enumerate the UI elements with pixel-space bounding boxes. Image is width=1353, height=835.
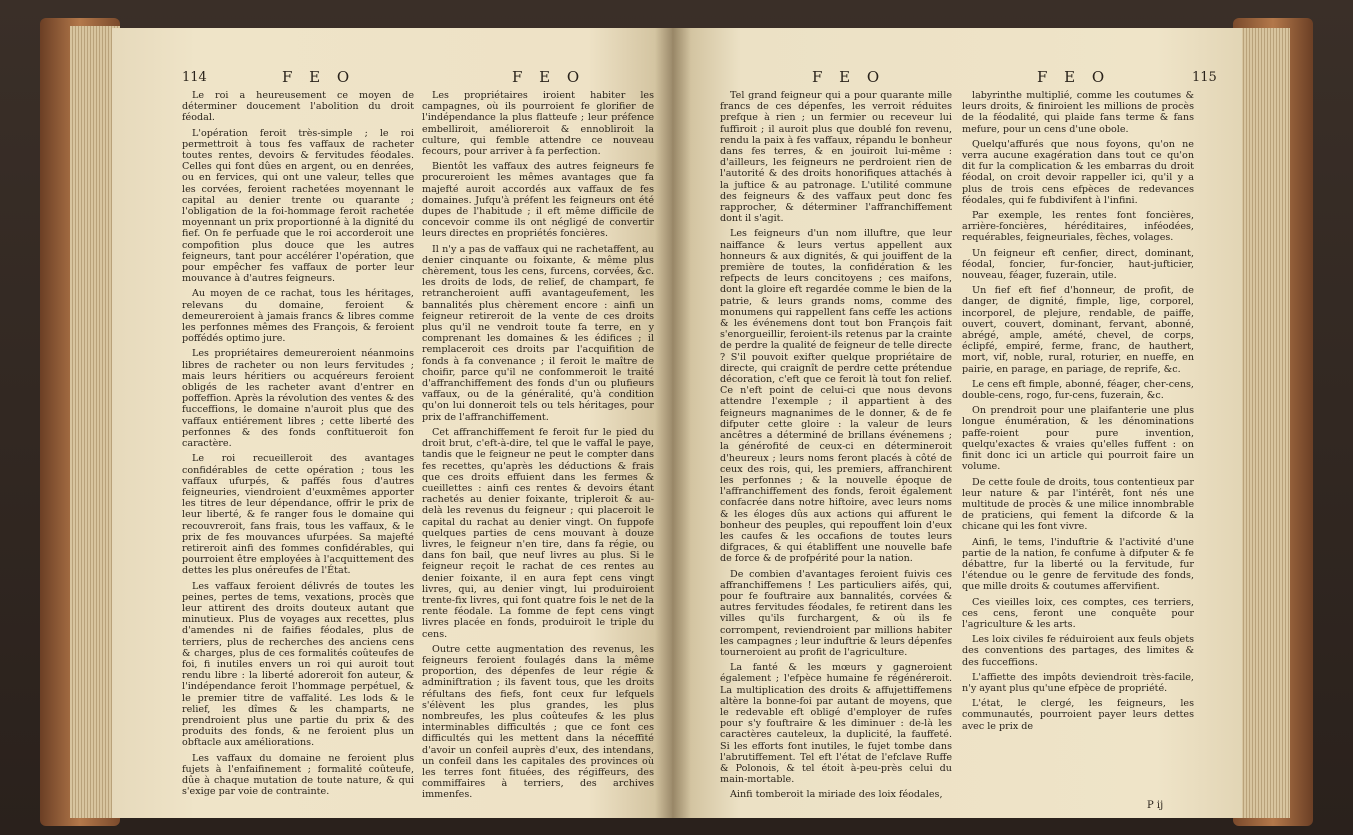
paragraph: Un fief eft fief d'honneur, de profit, de danger, de dignité, fimple, lige, corporel, incorporel, de plejure, rendable, de paiffe, ouvert, couvert, dominant, fervant, abonné, abrégé, ample, amété, chevel, de corps, éclipfé, empiré, ferme, franc, de hauthert, mort, vif, noble, rural, roturier, en nueffe, en pairie, en parage, en pariage, de reprife, &c. [962,285,1194,375]
running-header-left: F E O [282,68,356,86]
paragraph: Au moyen de ce rachat, tous les héritages, relevans du domaine, feroient & demeureroient à jamais francs & libres comme les perfonnes mêmes des François, & feroient poffédés optimo jure. [182,288,414,345]
paragraph: On prendroit pour une plaifanterie une plus longue énumération, & les dénominations paffe-roient pour pure invention, quelqu'exactes & vraies qu'elles fuffent : on finit donc ici un article qui pourroit faire un volume. [962,405,1194,473]
paragraph: labyrinthe multiplié, comme les coutumes & leurs droits, & finiroient les millions de procès de la féodalité, qui plaide fans terme & fans mefure, pour un cens d'une obole. [962,90,1194,135]
paragraph: L'opération feroit très-simple ; le roi permettroit à tous fes vaffaux de racheter toutes rentes, devoirs & fervitudes féodales. Celles qui font dûes en argent, ou en denrées, ou en fervices, qui ont une valeur, telles que les corvées, feroient rachetées moyennant le capital au denier trente ou quarante ; l'obligation de la foi-hommage feroit rachetée moyennant un prix proportionné à la dignité du fief. On fe perfuade que le roi accorderoit une compofition plus douce que les autres feigneurs, tant pour accélérer l'opération, que pour empêcher fes vaffaux de porter leur mouvance à d'autres feigneurs. [182,127,414,285]
paragraph: Un feigneur eft cenfier, direct, dominant, féodal, foncier, fur-foncier, haut-jufticier, nouveau, féager, fuzerain, utile. [962,247,1194,282]
paragraph: L'état, le clergé, les feigneurs, les communautés, pourroient payer leurs dettes avec le prix de [962,698,1194,732]
page-number: 115 [1192,70,1217,85]
right-page [672,28,1242,818]
paragraph: Les feigneurs d'un nom illuftre, que leur naiffance & leurs vertus appellent aux honneurs & aux dignités, & qui jouiffent de la première de toutes, la confidération & les refpects de leurs concitoyens ; ces maifons, dont la gloire eft regardée comme le bien de la patrie, & leurs grands noms, comme des monumens qui rappellent fans ceffe les actions & les événemens dont tout bon François fait s'enorgueillir, feroient-ils retenus par la crainte de perdre la qualité de feigneur de telle directe ? S'il pouvoit exifter quelque propriétaire de directe, qui craignît de perdre cette prétendue décoration, c'eft que ce feroit là tout fon relief. Ce n'eft point de celui-ci que nous devons attendre l'exemple ; il appartient à des feigneurs magnanimes de le donner, & de fe difputer cette gloire : la valeur de leurs ancêtres a déterminé de brillans événemens ; la générofité de ceux-ci en détermineroit d'heureux ; leurs noms feront placés à côté de ceux des rois, qui, les premiers, affranchirent les perfonnes ; & la nouvelle époque de l'affranchiffement des fonds, feroit également confacrée dans notre hiftoire, avec leurs noms & les éloges dûs aux actions qui affurent le bonheur des peuples, qui repouffent loin d'eux les caufes & les occafions de toutes leurs difgraces, & qui établiffent une nouvelle bafe de force & de profpérité pour la nation. [720,228,952,565]
paragraph: Les vaffaux feroient délivrés de toutes les peines, pertes de tems, vexations, procès que leur attirent des droits douteux autant que minutieux. Plus de voyages aux recettes, plus d'amendes ni de faifies féodales, plus de terriers, plus de recherches des anciens cens & charges, plus de ces formalités coûteufes de foi, fi inutiles envers un roi qui auroit tout rendu libre : la liberté adoreroit fon auteur, & l'indépendance feroit l'hommage perpétuel, & le premier titre de vaffalité. Les lods & le relief, les dîmes & les champarts, ne prendroient plus une partie du prix & des produits des fonds, & ne feroient plus un obftacle aux améliorations. [182,580,414,749]
page-edges-right [1235,28,1290,818]
paragraph: Le cens eft fimple, abonné, féager, cher-cens, double-cens, rogo, fur-cens, fuzerain, &c. [962,378,1194,402]
page-number: 114 [182,70,207,85]
running-header-left: F E O [812,68,886,86]
running-header-right: F E O [1037,68,1111,86]
paragraph: L'affiette des impôts deviendroit très-facile, n'y ayant plus qu'une efpèce de propriété. [962,671,1194,694]
book-gutter [655,28,691,818]
text-column-2 [962,90,1194,736]
text-column-2 [422,90,654,805]
paragraph: Il n'y a pas de vaffaux qui ne rachetaffent, au denier cinquante ou foixante, & même plus chèrement, tous les cens, furcens, corvées, &c. les droits de lods, de relief, de champart, fe retrancheroient auffi avantageufement, les bannalités plus chèrement encore : ainfi un feigneur retireroit de la vente de ces droits plus qu'il ne vendroit toute fa terre, en y comprenant les domaines & les édifices ; il remplaceroit ces droits par l'acquifition de fonds à fa convenance ; il feroit le maître de choifir, parce qu'il ne confommeroit le traité d'affranchiffement des fonds d'un ou plufieurs vaffaux, ou de la généralité, qu'à condition qu'on lui donneroit tels ou tels héritages, pour prix de l'affranchiffement. [422,243,654,423]
left-page [112,28,672,818]
paragraph: Ainfi tomberoit la miriade des loix féodales, [730,789,943,801]
paragraph: Les propriétaires iroient habiter les campagnes, où ils pourroient fe glorifier de l'indépendance la plus flatteufe ; leur préfence embelliroit, amélioreroit & ennobliroit la culture, qui femble attendre ce nouveau fecours, pour arriver à fa perfection. [422,90,654,158]
running-header-right: F E O [512,68,586,86]
paragraph: Le roi recueilleroit des avantages confidérables de cette opération ; tous les vaffaux ufurpés, & paffés fous d'autres feigneuries, viendroient d'euxmêmes apporter les titres de leur dépendance, offrir le prix de leur liberté, & fe ranger fous le domaine qui recouvreroit, fans frais, tous les vaffaux, & le prix de fes mouvances ufurpées. Sa majefté retireroit ainfi des fommes confidérables, qui pourroient être employées à l'acquittement des dettes les plus onéreufes de l'État. [182,453,414,577]
paragraph: Par exemple, les rentes font foncières, arrière-foncières, héréditaires, inféodées, requérables, feigneuriales, fèches, volages. [962,210,1194,244]
paragraph: Tel grand feigneur qui a pour quarante mille francs de ces dépenfes, les verroit réduites prefque à rien ; un fermier ou receveur lui fuffiroit ; il auroit plus que doublé fon revenu, rendu la paix à fes vaffaux, répandu le bonheur dans fes terres, & en jouiroit lui-même : d'ailleurs, les feigneurs ne perdroient rien de l'autorité & des droits honorifiques attachés à la juftice & au patronage. L'utilité commune des feigneurs & des vaffaux peut donc fes rapprocher, & déterminer l'affranchiffement dont il s'agit. [720,90,952,225]
paragraph: Outre cette augmentation des revenus, les feigneurs feroient foulagés dans la même proportion, des dépenfes de leur régie & adminiftration ; ils favent tous, que les droits réfultans des fiefs, font ceux fur lefquels s'élèvent les plus grandes, les plus nombreufes, les plus coûteufes & les plus interminables difficultés ; que ce font ces difficultés qui les mettent dans la néceffité d'avoir un confeil auprès d'eux, des intendans, un confeil dans les capitales des provinces où les terres font fituées, des régiffeurs, des commiffaires à terriers, des archives immenfes. [422,643,654,801]
text-column-1 [182,90,414,801]
paragraph: Quelqu'affurés que nous foyons, qu'on ne verra aucune exagération dans tout ce qu'on dit fur la complication & les embarras du droit féodal, on croit devoir rappeller ici, qu'il y a plus de trois cens efpèces de redevances féodales, qui fe fubdivifent à l'infini. [962,138,1194,206]
paragraph: Les propriétaires demeureroient néanmoins libres de racheter ou non leurs fervitudes ; mais leurs héritiers ou acquéreurs feroient obligés de les racheter avant d'entrer en poffeffion. Après la révolution des ventes & des fucceffions, le domaine n'auroit plus que des vaffaux entiérement libres ; cette liberté des perfonnes & des fonds conftitueroit fon caractère. [182,348,414,450]
paragraph: De combien d'avantages feroient fuivis ces affranchiffemens ! Les particuliers aifés, qui, pour fe fouftraire aux bannalités, corvées & autres fervitudes féodales, fe retirent dans les villes qu'ils furchargent, & où ils fe corrompent, reviendroient par millions habiter les campagnes ; leur induftrie & leurs dépenfes tourneroient au profit de l'agriculture. [720,568,952,658]
paragraph: De cette foule de droits, tous contentieux par leur nature & par l'intérêt, font nés une multitude de procès & une milice innombrable de praticiens, qui fement la difcorde & la chicane qui les font vivre. [962,476,1194,533]
text-column-1 [720,90,952,805]
paragraph: Les loix civiles fe réduiroient aux feuls objets des conventions des partages, des limites & des fucceffions. [962,634,1194,668]
signature-mark: P ij [1147,800,1164,811]
paragraph: Ces vieilles loix, ces comptes, ces terriers, ces cens, feront une conquête pour l'agriculture & les arts. [962,596,1194,630]
paragraph: Le roi a heureusement ce moyen de déterminer doucement l'abolition du droit féodal. [182,90,414,124]
paragraph: Cet affranchiffement fe feroit fur le pied du droit brut, c'eft-à-dire, tel que le vaffal le paye, tandis que le feigneur ne peut le compter dans fes recettes, qu'après les déductions & frais que ces droits effuient dans les fermes & cueillettes : ainfi ces rentes & devoirs étant rachetés au denier foixante, tripleroit & au-delà les revenus du feigneur ; qui placeroit le capital du rachat au denier vingt. On fuppofe quelques parties de cens mouvant à douze livres, le feigneur n'en tire, dans fa régie, ou dans fon bail, que neuf livres au plus. Si le feigneur reçoit le rachat de ces rentes au denier foixante, il en aura fept cens vingt livres, qui, au denier vingt, lui produiroient trente-fix livres, qui font quatre fois le net de la rente féodale. La fomme de fept cens vingt livres placée en fonds, produiroit le triple du cens. [422,426,654,640]
paragraph: Les vaffaux du domaine ne feroient plus fujets à l'enfaifinement ; formalité coûteufe, dûe à chaque mutation de toute nature, & qui s'exige par voie de contrainte. [182,752,414,798]
paragraph: La fanté & les mœurs y gagneroient également ; l'efpèce humaine fe régénéreroit. La multiplication des droits & affujettiffemens altère la bonne-foi par autant de moyens, que le redevable eft obligé d'employer de rufes pour s'y fouftraire & les diminuer : de-là les caractères cauteleux, la duplicité, la fauffeté. Si les efforts font inutiles, le fujet tombe dans l'abrutiffement. Tel eft l'état de l'efclave Ruffe & Polonois, & tel étoit à-peu-près celui du main-mortable. [720,662,952,786]
paragraph: Bientôt les vaffaux des autres feigneurs fe procureroient les mêmes avantages que fa majefté auroit accordés aux vaffaux de fes domaines. Jufqu'à préfent les feigneurs ont été dupes de l'habitude ; il eft même difficile de concevoir comme ils ont négligé de convertir leurs directes en propriétés foncières. [422,161,654,240]
paragraph: Ainfi, le tems, l'induftrie & l'activité d'une partie de la nation, fe confume à difputer & fe débattre, fur la liberté ou la fervitude, fur l'étendue ou le genre de fervitude des fonds, que mille droits & coutumes affervifient. [962,536,1194,593]
